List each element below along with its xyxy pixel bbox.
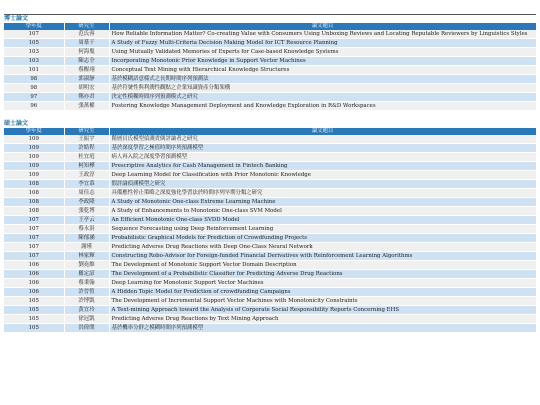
row-year-cell: 107 <box>4 30 64 39</box>
row-year-cell: 106 <box>4 261 64 270</box>
row-student-cell: 陳郁涵 <box>64 234 109 243</box>
table-row <box>4 315 536 324</box>
row-student-cell: 張乾博 <box>64 207 109 216</box>
row-year-cell: 109 <box>4 153 64 162</box>
row-thesis-title-link[interactable]: Prescriptive Analytics for Cash Management in Fintech Banking <box>109 162 536 171</box>
master-section <box>4 120 536 333</box>
table-row <box>4 48 536 57</box>
phd-thesis-table <box>4 23 537 111</box>
row-thesis-title-link[interactable]: 病人再入院之深度學習預測模型 <box>109 153 536 162</box>
row-year-cell: 106 <box>4 270 64 279</box>
row-year-cell: 108 <box>4 207 64 216</box>
row-year-cell: 108 <box>4 189 64 198</box>
row-year-cell: 109 <box>4 171 64 180</box>
table-header-row <box>4 128 536 135</box>
row-thesis-title-link[interactable]: 基於模糊語意樣式之長期時間序列預測法 <box>109 75 536 84</box>
row-student-cell: 陳志全 <box>64 57 109 66</box>
row-thesis-title-link[interactable]: Conceptual Text Mining with Hierarchical Knowledge Structures <box>109 66 536 75</box>
row-student-cell: 蔡醒翊 <box>64 66 109 75</box>
table-header-row <box>4 23 536 30</box>
row-thesis-title-link[interactable]: How Reliable Information Matter? Co-creating Value with Consumers Using Unboxing Reviews and Locating Reputable Reviewers by Linguistics Styles <box>109 30 536 39</box>
row-thesis-title-link[interactable]: A Study of Enhancements to Monotonic One-class SVM Model <box>109 207 536 216</box>
row-thesis-title-link[interactable]: Constructing Robo-Advisor for Foreign-funded Financial Derivatives with Reinforcement Learning Algorithms <box>109 252 536 261</box>
year-column-header: 學年度 <box>4 23 64 30</box>
row-year-cell: 98 <box>4 75 64 84</box>
table-row <box>4 270 536 279</box>
row-student-cell: 鄭亦君 <box>64 93 109 102</box>
row-thesis-title-link[interactable]: The Development of Incremental Support Vector Machines with Monotonicity Constraints <box>109 297 536 306</box>
table-row <box>4 102 536 111</box>
row-student-cell: 蔡秉翰 <box>64 279 109 288</box>
row-thesis-title-link[interactable]: 基於深度學習之極值時間序列預測模型 <box>109 144 536 153</box>
row-year-cell: 103 <box>4 48 64 57</box>
row-year-cell: 105 <box>4 297 64 306</box>
row-thesis-title-link[interactable]: Using Mutually Validated Memories of Experts for Case-based Knowledge Systems <box>109 48 536 57</box>
table-row <box>4 324 536 333</box>
row-thesis-title-link[interactable]: 基於機率分群之模糊時間序列預測模型 <box>109 324 536 333</box>
row-year-cell: 98 <box>4 84 64 93</box>
row-year-cell: 109 <box>4 135 64 144</box>
table-row <box>4 84 536 93</box>
table-row <box>4 225 536 234</box>
row-year-cell: 105 <box>4 306 64 315</box>
row-student-cell: 洪偉閔 <box>64 324 109 333</box>
table-row <box>4 144 536 153</box>
row-year-cell: 109 <box>4 144 64 153</box>
row-student-cell: 張萬權 <box>64 102 109 111</box>
row-student-cell: 何海胤 <box>64 48 109 57</box>
thesis-column-header: 論文題目 <box>109 23 536 30</box>
row-student-cell: 周羣千 <box>64 39 109 48</box>
row-year-cell: 108 <box>4 180 64 189</box>
row-thesis-title-link[interactable]: 決定性模糊時間序列預測模式之研究 <box>109 93 536 102</box>
row-thesis-title-link[interactable]: An Efficient Monotonic One-class SVDD Model <box>109 216 536 225</box>
row-year-cell: 105 <box>4 315 64 324</box>
table-row <box>4 57 536 66</box>
table-row <box>4 279 536 288</box>
table-row <box>4 252 536 261</box>
table-row <box>4 39 536 48</box>
row-thesis-title-link[interactable]: Probabilistic Graphical Models for Prediction of Crowdfunding Projects <box>109 234 536 243</box>
phd-section <box>4 15 536 111</box>
student-column-header: 研究生 <box>64 23 109 30</box>
row-student-cell: 王政淳 <box>64 171 109 180</box>
row-year-cell: 107 <box>4 243 64 252</box>
row-student-cell: 周佳志 <box>64 189 109 198</box>
row-student-cell: 黃宜玲 <box>64 306 109 315</box>
table-row <box>4 180 536 189</box>
table-row <box>4 216 536 225</box>
table-row <box>4 234 536 243</box>
row-student-cell: 徐冠凱 <box>64 315 109 324</box>
master-thesis-table <box>4 128 537 333</box>
row-student-cell: 蔡永涓 <box>64 225 109 234</box>
row-thesis-title-link[interactable]: Deep Learning Model for Classification with Prior Monotonic Knowledge <box>109 171 536 180</box>
table-row <box>4 198 536 207</box>
row-year-cell: 105 <box>4 39 64 48</box>
row-thesis-title-link[interactable]: 具備應性停止策略之深度強化學習法於時間序列早期分類之研究 <box>109 189 536 198</box>
row-student-cell: 許皓程 <box>64 144 109 153</box>
row-student-cell: 杜宜庭 <box>64 153 109 162</box>
table-row <box>4 189 536 198</box>
row-student-cell: 許博凱 <box>64 297 109 306</box>
table-row <box>4 66 536 75</box>
row-year-cell: 108 <box>4 198 64 207</box>
row-student-cell: 林家輝 <box>64 252 109 261</box>
row-student-cell: 李宜慕 <box>64 180 109 189</box>
row-year-cell: 107 <box>4 234 64 243</box>
row-year-cell: 105 <box>4 324 64 333</box>
row-thesis-title-link[interactable]: Deep Learning for Monotonic Support Vector Machines <box>109 279 536 288</box>
table-row <box>4 288 536 297</box>
row-thesis-title-link[interactable]: 階層貝氏模型偵測責倒評論者之研究 <box>109 135 536 144</box>
table-row <box>4 162 536 171</box>
row-year-cell: 101 <box>4 66 64 75</box>
row-thesis-title-link[interactable]: 基於符號性與利潤性觀點之企業知識資產分類架構 <box>109 84 536 93</box>
table-row <box>4 261 536 270</box>
table-row <box>4 207 536 216</box>
row-student-cell: 郭淑靜 <box>64 75 109 84</box>
table-row <box>4 243 536 252</box>
row-student-cell: 謝瑾 <box>64 243 109 252</box>
row-thesis-title-link[interactable]: Incorporating Monotonic Prior Knowledge in Support Vector Machines <box>109 57 536 66</box>
table-row <box>4 93 536 102</box>
row-thesis-title-link[interactable]: A Study of Monotonic One-class Extreme Learning Machine <box>109 198 536 207</box>
table-row <box>4 171 536 180</box>
phd-section-title: 博士論文 <box>4 15 29 22</box>
row-student-cell: 許晉愷 <box>64 288 109 297</box>
row-student-cell: 李政隆 <box>64 198 109 207</box>
row-student-cell: 劉堯維 <box>64 261 109 270</box>
table-row <box>4 153 536 162</box>
row-year-cell: 97 <box>4 93 64 102</box>
row-year-cell: 107 <box>4 252 64 261</box>
row-thesis-title-link[interactable]: A Hidden Topic Model for Prediction of crowdfunding Campaigns <box>109 288 536 297</box>
row-year-cell: 106 <box>4 279 64 288</box>
table-row <box>4 135 536 144</box>
year-column-header: 學年度 <box>4 128 64 135</box>
row-thesis-title-link[interactable]: The Development of Monotonic Support Vector Domain Description <box>109 261 536 270</box>
master-section-title: 碩士論文 <box>4 120 29 127</box>
row-year-cell: 106 <box>4 288 64 297</box>
row-thesis-title-link[interactable]: A Study of Fuzzy Multi-Criteria Decision Making Model for ICT Resource Planning <box>109 39 536 48</box>
thesis-column-header: 論文題目 <box>109 128 536 135</box>
row-student-cell: 王振宇 <box>64 135 109 144</box>
table-row <box>4 75 536 84</box>
row-student-cell: 胡明宏 <box>64 84 109 93</box>
student-column-header: 研究生 <box>64 128 109 135</box>
row-student-cell: 羅定諺 <box>64 270 109 279</box>
row-year-cell: 103 <box>4 57 64 66</box>
table-row <box>4 306 536 315</box>
row-thesis-title-link[interactable]: 假評論偵測模型之研究 <box>109 180 536 189</box>
table-row <box>4 297 536 306</box>
table-row <box>4 30 536 39</box>
row-year-cell: 96 <box>4 102 64 111</box>
row-thesis-title-link[interactable]: Sequence Forecasting using Deep Reinforcement Learning <box>109 225 536 234</box>
row-student-cell: 王亭云 <box>64 216 109 225</box>
row-student-cell: 柯知樺 <box>64 162 109 171</box>
row-year-cell: 107 <box>4 216 64 225</box>
top-divider <box>4 0 536 15</box>
row-thesis-title-link[interactable]: Fostering Knowledge Management Deployment and Knowledge Exploration in R&D Workspaces <box>109 102 536 111</box>
row-thesis-title-link[interactable]: Predicting Adverse Drug Reactions by Text Mining Approach <box>109 315 536 324</box>
row-thesis-title-link[interactable]: A Text-mining Approach toward the Analysis of Corporate Social Responsibility Reports Concerning EHS <box>109 306 536 315</box>
row-thesis-title-link[interactable]: The Development of a Probabilistic Classifier for Predicting Adverse Drug Reactions <box>109 270 536 279</box>
row-year-cell: 109 <box>4 162 64 171</box>
row-year-cell: 107 <box>4 225 64 234</box>
row-thesis-title-link[interactable]: Predicting Adverse Drug Reactions with Deep One-Class Neural Network <box>109 243 536 252</box>
row-student-cell: 范氏蓉 <box>64 30 109 39</box>
